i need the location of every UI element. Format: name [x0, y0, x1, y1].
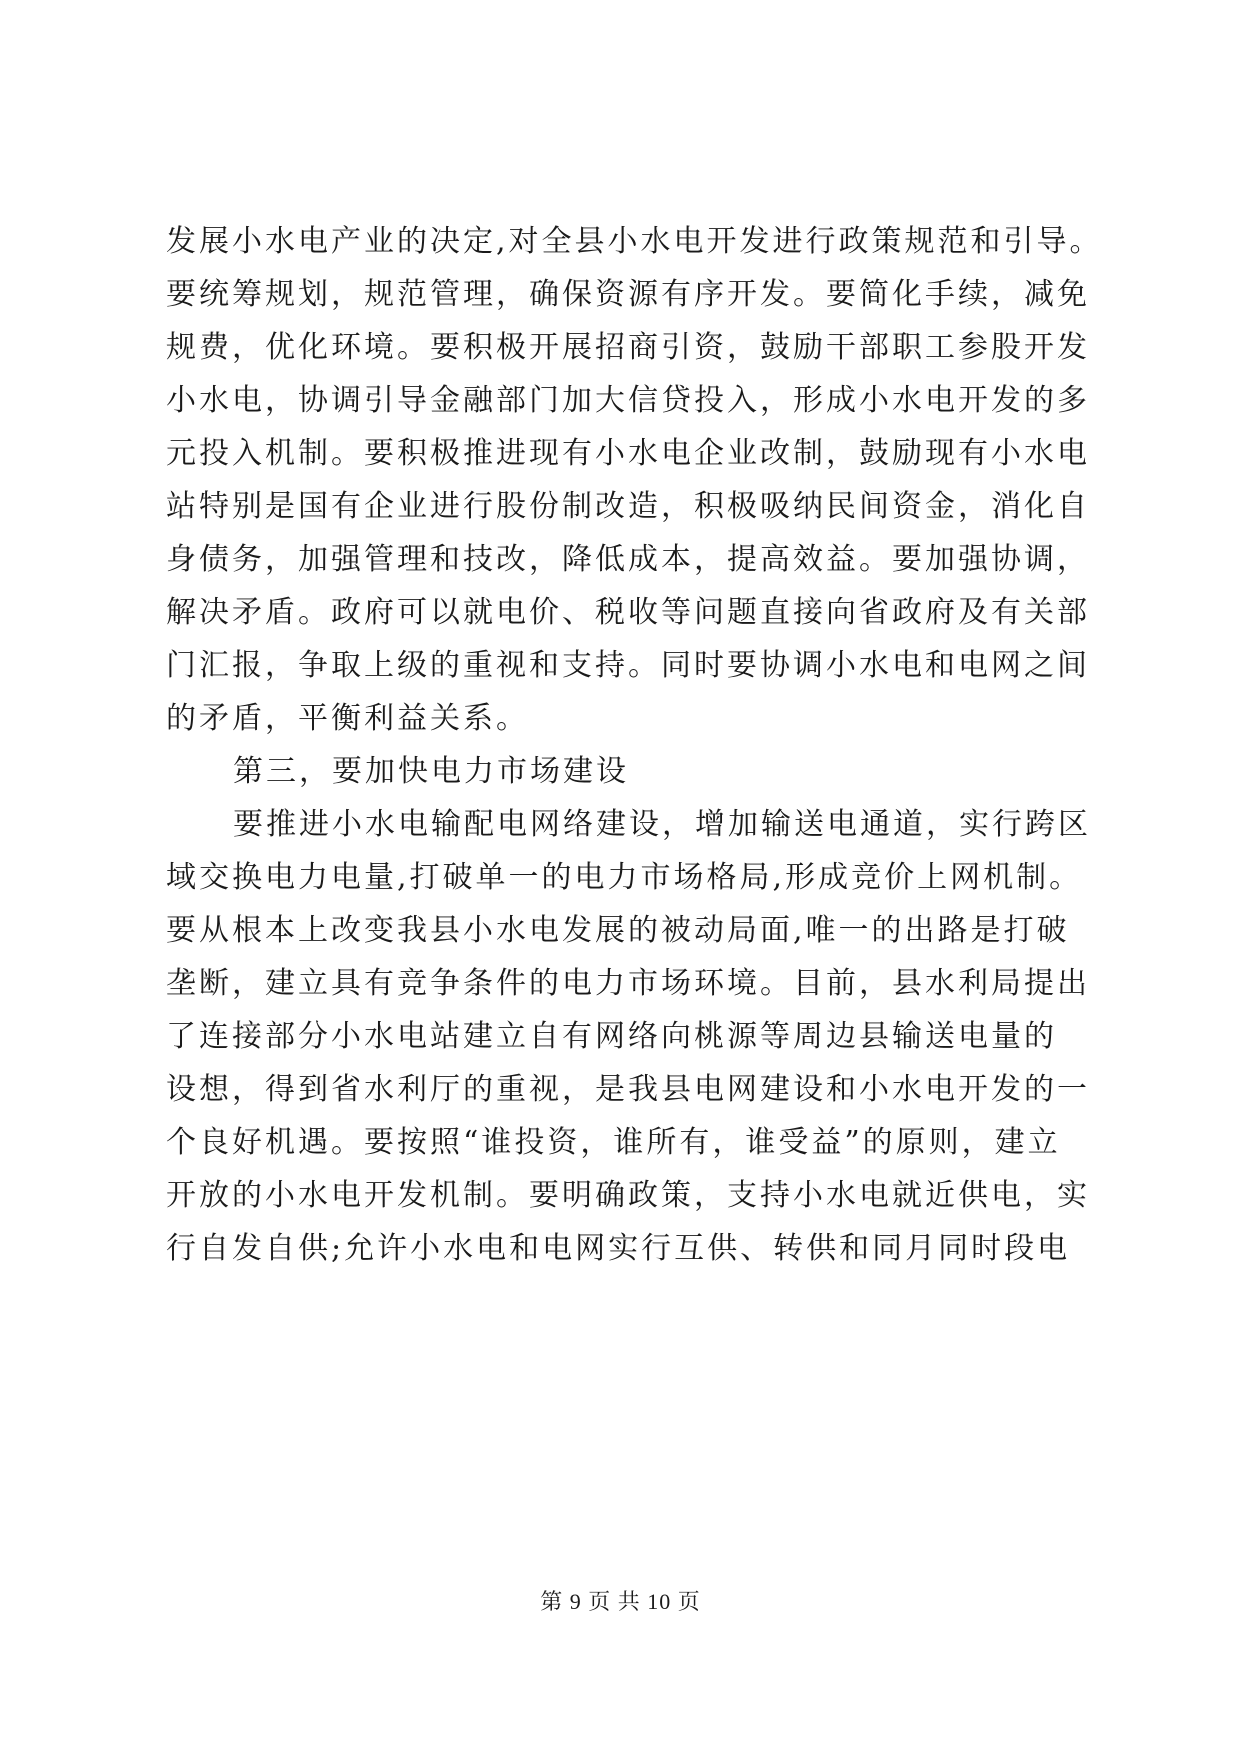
text-line: 垄断，建立具有竞争条件的电力市场环境。目前，县水利局提出 [166, 966, 1090, 1001]
text-line: 元投入机制。要积极推进现有小水电企业改制，鼓励现有小水电 [166, 436, 1090, 471]
text-line: 要推进小水电输配电网络建设，增加输送电通道，实行跨区 [233, 807, 1091, 842]
text-line: 发展小水电产业的决定,对全县小水电开发进行政策规范和引导。 [166, 224, 1103, 259]
text-line: 行自发自供;允许小水电和电网实行互供、转供和同月同时段电 [166, 1231, 1071, 1266]
text-line: 的矛盾，平衡利益关系。 [166, 701, 529, 736]
section-heading: 第三，要加快电力市场建设 [233, 754, 629, 789]
text-line: 解决矛盾。政府可以就电价、税收等问题直接向省政府及有关部 [166, 595, 1090, 630]
text-line: 站特别是国有企业进行股份制改造，积极吸纳民间资金，消化自 [166, 489, 1090, 524]
text-line: 要统筹规划，规范管理，确保资源有序开发。要简化手续，减免 [166, 277, 1090, 312]
text-line: 规费，优化环境。要积极开展招商引资，鼓励干部职工参股开发 [166, 330, 1090, 365]
text-line: 开放的小水电开发机制。要明确政策，支持小水电就近供电，实 [166, 1178, 1090, 1213]
text-line: 个良好机遇。要按照“谁投资，谁所有，谁受益”的原则，建立 [166, 1125, 1061, 1160]
page-number-footer: 第 9 页 共 10 页 [540, 1589, 701, 1614]
text-line: 小水电，协调引导金融部门加大信贷投入，形成小水电开发的多 [166, 383, 1090, 418]
text-line: 门汇报，争取上级的重视和支持。同时要协调小水电和电网之间 [166, 648, 1090, 683]
text-line: 身债务，加强管理和技改，降低成本，提高效益。要加强协调， [166, 542, 1090, 577]
text-line: 要从根本上改变我县小水电发展的被动局面,唯一的出路是打破 [166, 913, 1070, 948]
text-line: 设想，得到省水利厅的重视，是我县电网建设和小水电开发的一 [166, 1072, 1090, 1107]
text-line: 了连接部分小水电站建立自有网络向桃源等周边县输送电量的 [166, 1019, 1057, 1054]
text-line: 域交换电力电量,打破单一的电力市场格局,形成竞价上网机制。 [166, 860, 1083, 895]
